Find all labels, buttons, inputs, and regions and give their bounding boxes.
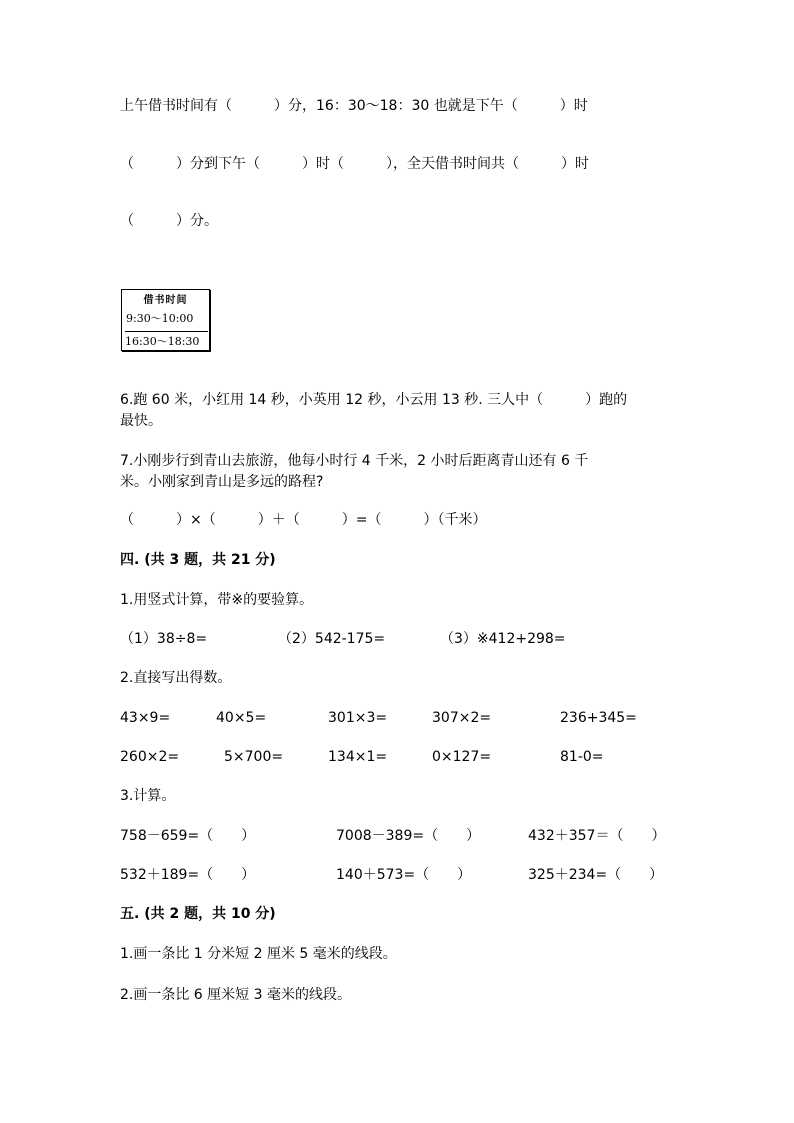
s5-q2-prompt: 2.画一条比 6 厘米短 3 毫米的线段。 [120,987,351,1003]
s4-q2-item: 301×3= [328,710,388,726]
s4-q2-prompt: 2.直接写出得数。 [120,670,232,686]
q6-line-1: 6.跑 60 米，小红用 14 秒，小英用 12 秒，小云用 13 秒. 三人中（ ）跑的 [120,392,628,408]
s4-q2-item: 307×2= [432,710,492,726]
s4-q2-item: 236+345= [560,710,637,726]
notice-title: 借书时间 [143,295,188,306]
s4-q3-item: 532＋189=（ ） [120,867,256,883]
section-4-heading: 四. (共 3 题，共 21 分) [120,552,276,568]
s4-q1-item: （1）38÷8= [120,631,208,647]
s4-q3-item: 7008－389=（ ） [336,828,481,844]
notice-afternoon-hours: 16:30～18:30 [125,331,208,349]
s4-q3-item: 432＋357＝（ ） [528,828,666,844]
s4-q3-item: 758－659=（ ） [120,828,256,844]
q6-line-2: 最快。 [120,413,162,429]
s4-q1-item: （2）542-175= [278,631,386,647]
s4-q2-item: 40×5= [216,710,267,726]
s4-q1-item: （3）※412+298= [440,631,566,647]
q7-formula: （ ）×（ ）＋（ ）=（ ）（千米） [120,512,487,528]
section-5-heading: 五. (共 2 题，共 10 分) [120,906,276,922]
q5-line-1: 上午借书时间有（ ）分，16：30～18：30 也就是下午（ ）时 [120,98,588,114]
s4-q2-item: 5×700= [224,749,284,765]
notice-morning-hours: 9:30～10:00 [126,312,194,325]
s5-q1-prompt: 1.画一条比 1 分米短 2 厘米 5 毫米的线段。 [120,946,397,962]
s4-q3-item: 325＋234=（ ） [528,867,664,883]
s4-q2-item: 260×2= [120,749,180,765]
s4-q3-prompt: 3.计算。 [120,788,176,804]
s4-q1-prompt: 1.用竖式计算，带※的要验算。 [120,592,314,608]
s4-q2-item: 0×127= [432,749,492,765]
s4-q2-item: 43×9= [120,710,171,726]
s4-q2-item: 81-0= [560,749,604,765]
q5-line-2: （ ）分到下午（ ）时（ ），全天借书时间共（ ）时 [120,156,589,172]
q7-line-2: 米。小刚家到青山是多远的路程? [120,474,324,490]
borrowing-hours-notice [121,289,210,351]
s4-q2-item: 134×1= [328,749,388,765]
q7-line-1: 7.小刚步行到青山去旅游，他每小时行 4 千米，2 小时后距离青山还有 6 千 [120,453,589,469]
s4-q3-item: 140＋573=（ ） [336,867,472,883]
q5-line-3: （ ）分。 [120,213,218,229]
